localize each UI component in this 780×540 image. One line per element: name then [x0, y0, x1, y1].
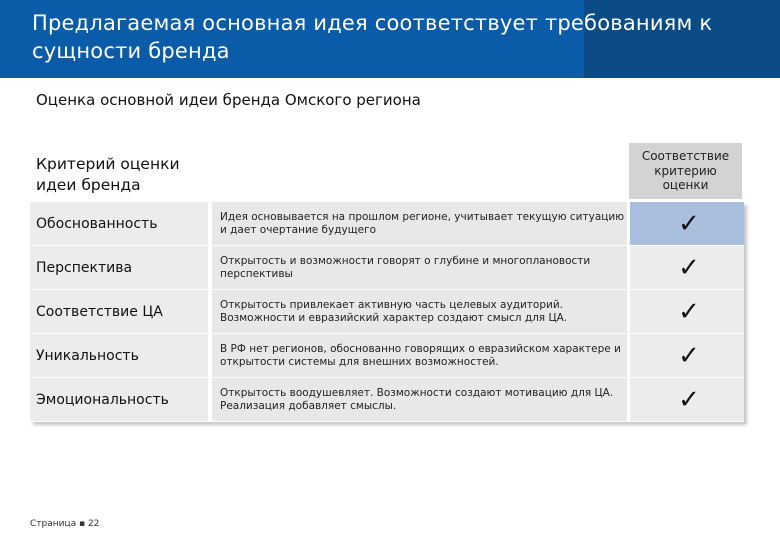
page-number: Страница ▪ 22: [30, 519, 100, 529]
description-cell: В РФ нет регионов, обоснованно говорящих о евразийском характере и открытости системы для внешних возможностей.: [212, 334, 627, 377]
slide-title: Предлагаемая основная идея соответствует требованиям к сущности бренда: [32, 11, 713, 63]
match-cell: [630, 202, 744, 245]
table-row: [30, 202, 744, 245]
match-cell: [630, 378, 744, 421]
description-cell: Открытость и возможности говорят о глубине и многоплановости перспективы: [212, 246, 627, 289]
criterion-cell: Перспектива: [30, 246, 208, 289]
check-icon: ✓: [678, 384, 700, 415]
header-bar: [0, 0, 780, 78]
table-row: [30, 290, 744, 333]
match-cell: [630, 290, 744, 333]
criteria-table: [30, 202, 744, 422]
criteria-column-header: Критерий оценки идеи бренда: [36, 155, 180, 194]
criterion-cell: Обоснованность: [30, 202, 208, 245]
description-cell: Открытость привлекает активную часть целевых аудиторий. Возможности и евразийский характер создают смысл для ЦА.: [212, 290, 627, 333]
check-icon: ✓: [678, 296, 700, 327]
table-row: [30, 334, 744, 377]
criterion-cell: Эмоциональность: [30, 378, 208, 421]
description-cell: Открытость воодушевляет. Возможности создают мотивацию для ЦА. Реализация добавляет смыслы.: [212, 378, 627, 421]
check-icon: ✓: [678, 252, 700, 283]
check-icon: ✓: [678, 340, 700, 371]
description-cell: Идея основывается на прошлом регионе, учитывает текущую ситуацию и дает очертание будущего: [212, 202, 627, 245]
criterion-cell: Соответствие ЦА: [30, 290, 208, 333]
criterion-cell: Уникальность: [30, 334, 208, 377]
slide-subtitle: Оценка основной идеи бренда Омского региона: [36, 91, 421, 109]
table-row: [30, 246, 744, 289]
match-cell: [630, 246, 744, 289]
match-column-header: Соответствие критерию оценки: [629, 143, 742, 199]
match-cell: [630, 334, 744, 377]
table-row: [30, 378, 744, 421]
check-icon: ✓: [678, 208, 700, 239]
